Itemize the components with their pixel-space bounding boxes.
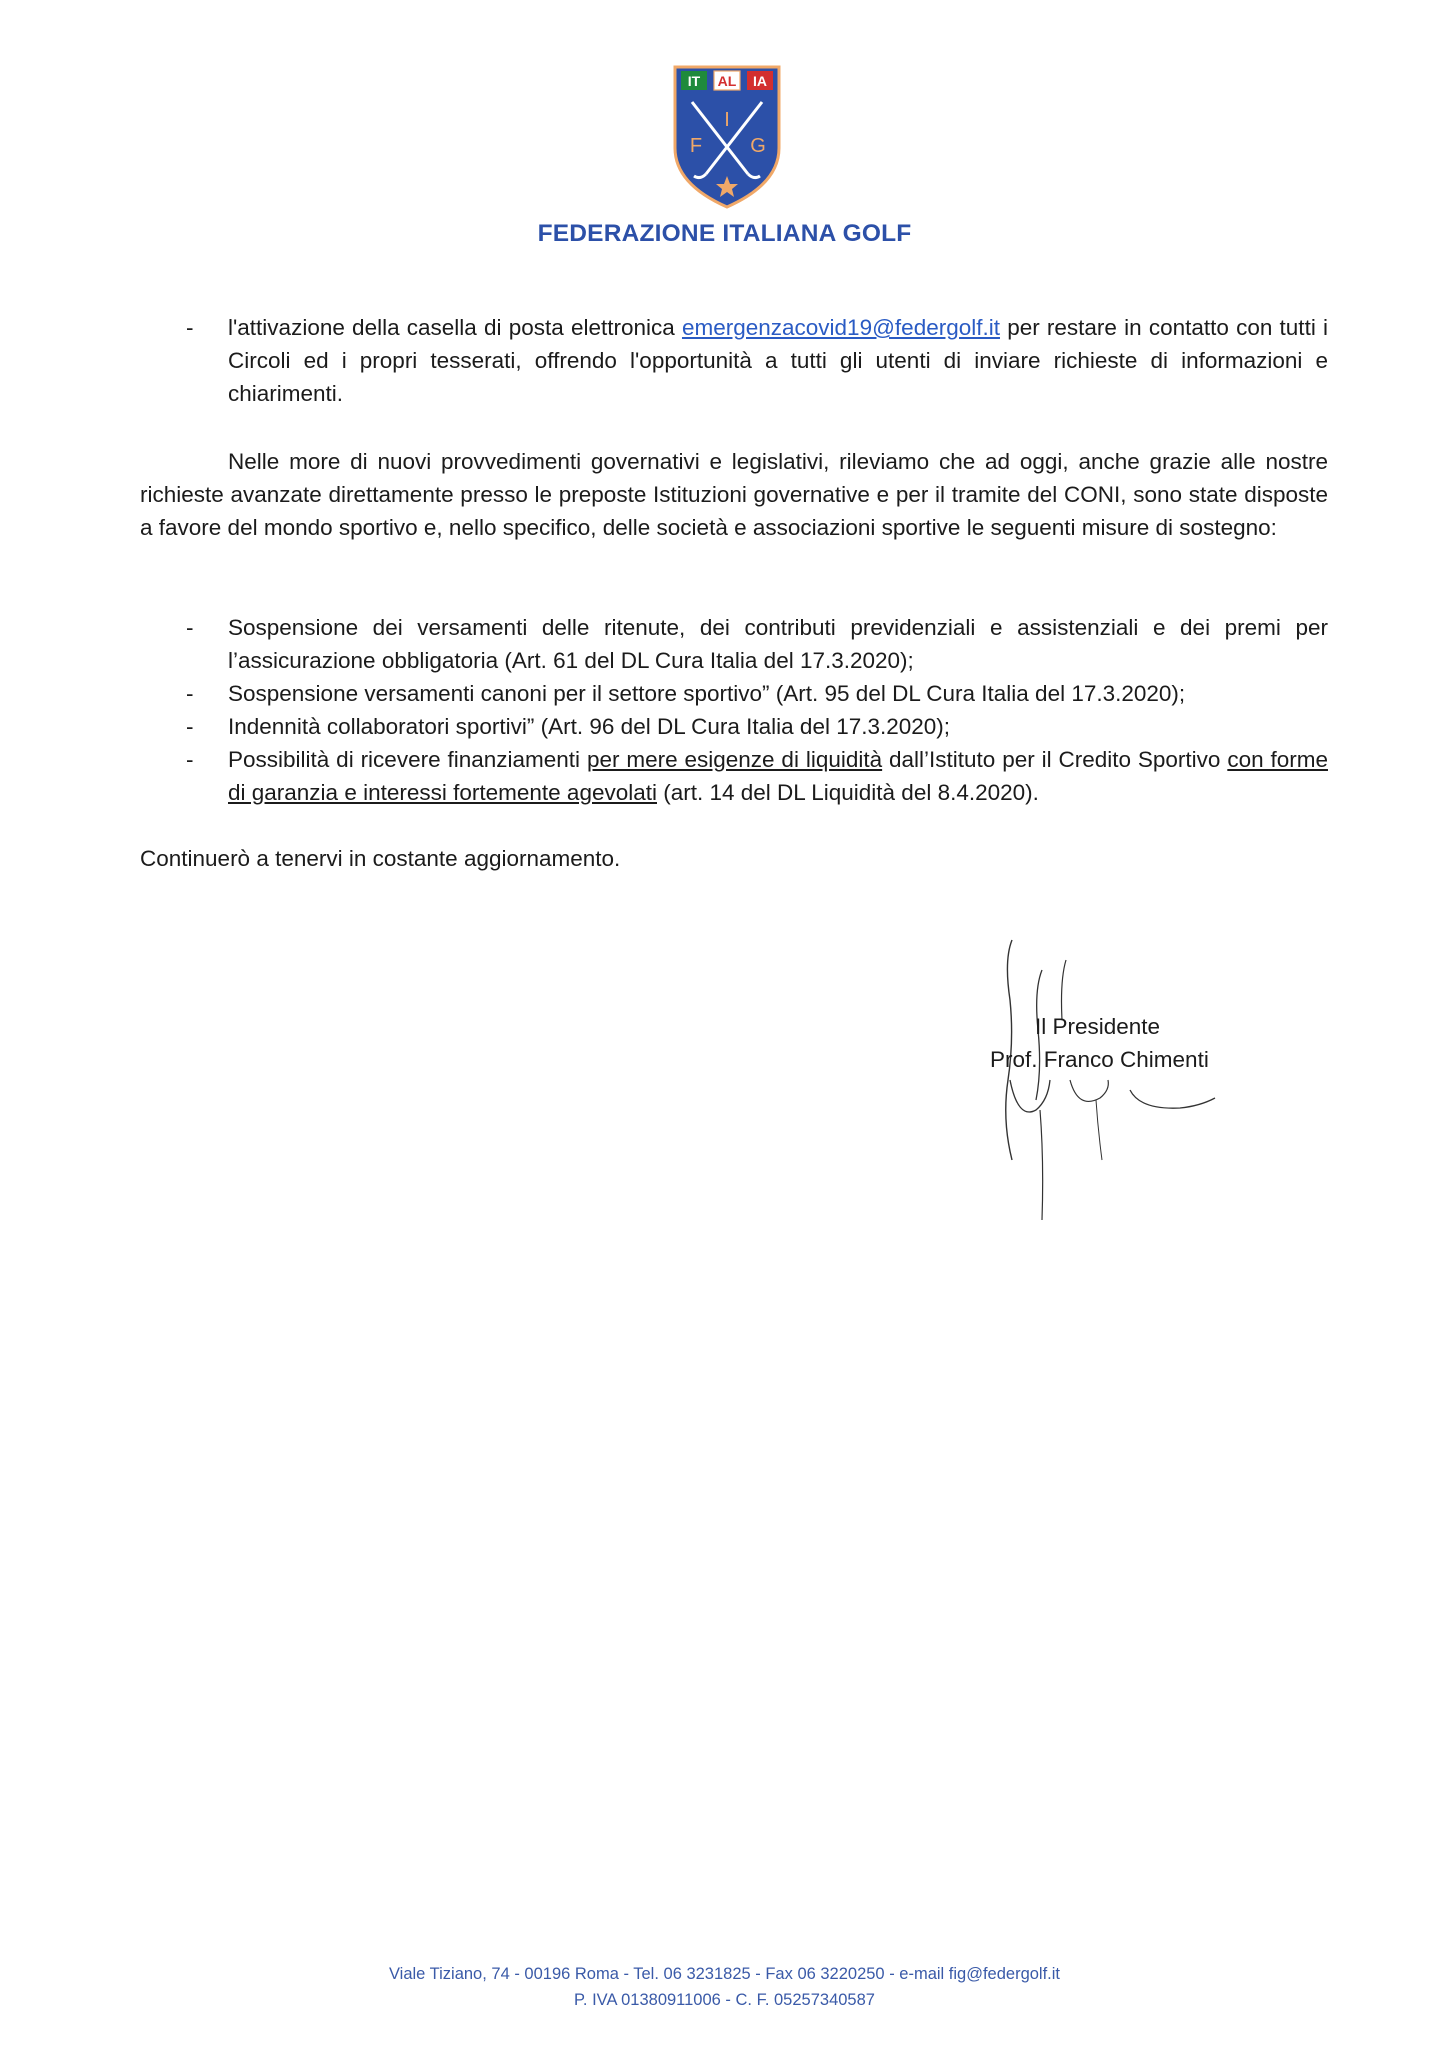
logo-letter-f: F	[689, 135, 703, 157]
measure-text: Sospensione dei versamenti delle ritenute, dei contributi previdenziali e assistenziali e dei premi per l’assicurazione obbligatoria (Art. 61 del DL Cura Italia del 17.3.2020);	[228, 615, 1328, 673]
logo-panel-ia: IA	[753, 73, 767, 89]
footer-tax-line: P. IVA 01380911006 - C. F. 05257340587	[574, 1991, 875, 2009]
bullet-text	[228, 311, 1328, 410]
measure-text: Indennità collaboratori sportivi” (Art. 96 del DL Cura Italia del 17.3.2020);	[228, 714, 951, 739]
handwritten-signature	[990, 930, 1230, 1250]
bullet-text-end: per restare in contatto con tutti i Circoli ed i propri tesserati, offrendo l'opportunità a tutti gli utenti di inviare richieste di informazioni e chiarimenti.	[228, 315, 1329, 406]
federgolf-shield-logo	[672, 64, 782, 210]
signatory-role: Il Presidente	[1035, 1014, 1161, 1039]
list-item	[140, 677, 1328, 710]
closing-block	[140, 842, 1328, 875]
measure-text-part: (art. 14 del DL Liquidità del 8.4.2020).	[657, 780, 1039, 805]
support-measures-list	[140, 611, 1328, 809]
list-item	[140, 710, 1328, 743]
bullet-dash: -	[186, 681, 194, 706]
signatory-name: Prof. Franco Chimenti	[990, 1047, 1209, 1072]
closing-sentence: Continuerò a tenervi in costante aggiornamento.	[140, 846, 621, 871]
measure-text-part: dall’Istituto per il Credito Sportivo	[882, 747, 1228, 772]
logo-letter-g: G	[750, 135, 766, 157]
measure-text: Sospensione versamenti canoni per il settore sportivo” (Art. 95 del DL Cura Italia del 17.3.2020);	[228, 681, 1186, 706]
main-paragraph: Nelle more di nuovi provvedimenti governativi e legislativi, rileviamo che ad oggi, anche grazie alle nostre richieste avanzate direttamente presso le preposte Istituzioni governative e per il tramite del CONI, sono state disposte a favore del mondo sportivo e, nello specifico, delle società e associazioni sportive le seguenti misure di sostegno:	[140, 449, 1328, 540]
bullet-text-start: l'attivazione della casella di posta elettronica	[228, 315, 682, 340]
logo-panel-it: IT	[687, 73, 701, 89]
email-bullet	[140, 311, 1328, 410]
logo-panel-al: AL	[717, 73, 737, 89]
letterhead-footer	[0, 1961, 1449, 2013]
underlined-text: con forme di garanzia e interessi fortemente agevolati	[228, 747, 1328, 805]
signature-block	[990, 1010, 1250, 1076]
organization-name: FEDERAZIONE ITALIANA GOLF	[537, 220, 912, 247]
email-link[interactable]: emergenzacovid19@federgolf.it	[681, 315, 1000, 340]
underlined-text: per mere esigenze di liquidità	[586, 747, 883, 772]
logo-letter-i: I	[724, 109, 730, 131]
bullet-dash: -	[186, 615, 194, 640]
footer-address-line: Viale Tiziano, 74 - 00196 Roma - Tel. 06 3231825 - Fax 06 3220250 - e-mail fig@federgolf.it	[388, 1965, 1061, 1983]
bullet-dash: -	[186, 747, 194, 772]
list-item	[140, 743, 1328, 809]
bullet-dash: -	[186, 714, 194, 739]
bullet-dash: -	[186, 315, 194, 340]
list-item	[140, 611, 1328, 677]
main-paragraph-block	[140, 445, 1328, 544]
measure-text-part: Possibilità di ricevere finanziamenti	[228, 747, 587, 772]
measure-text	[228, 743, 1328, 809]
